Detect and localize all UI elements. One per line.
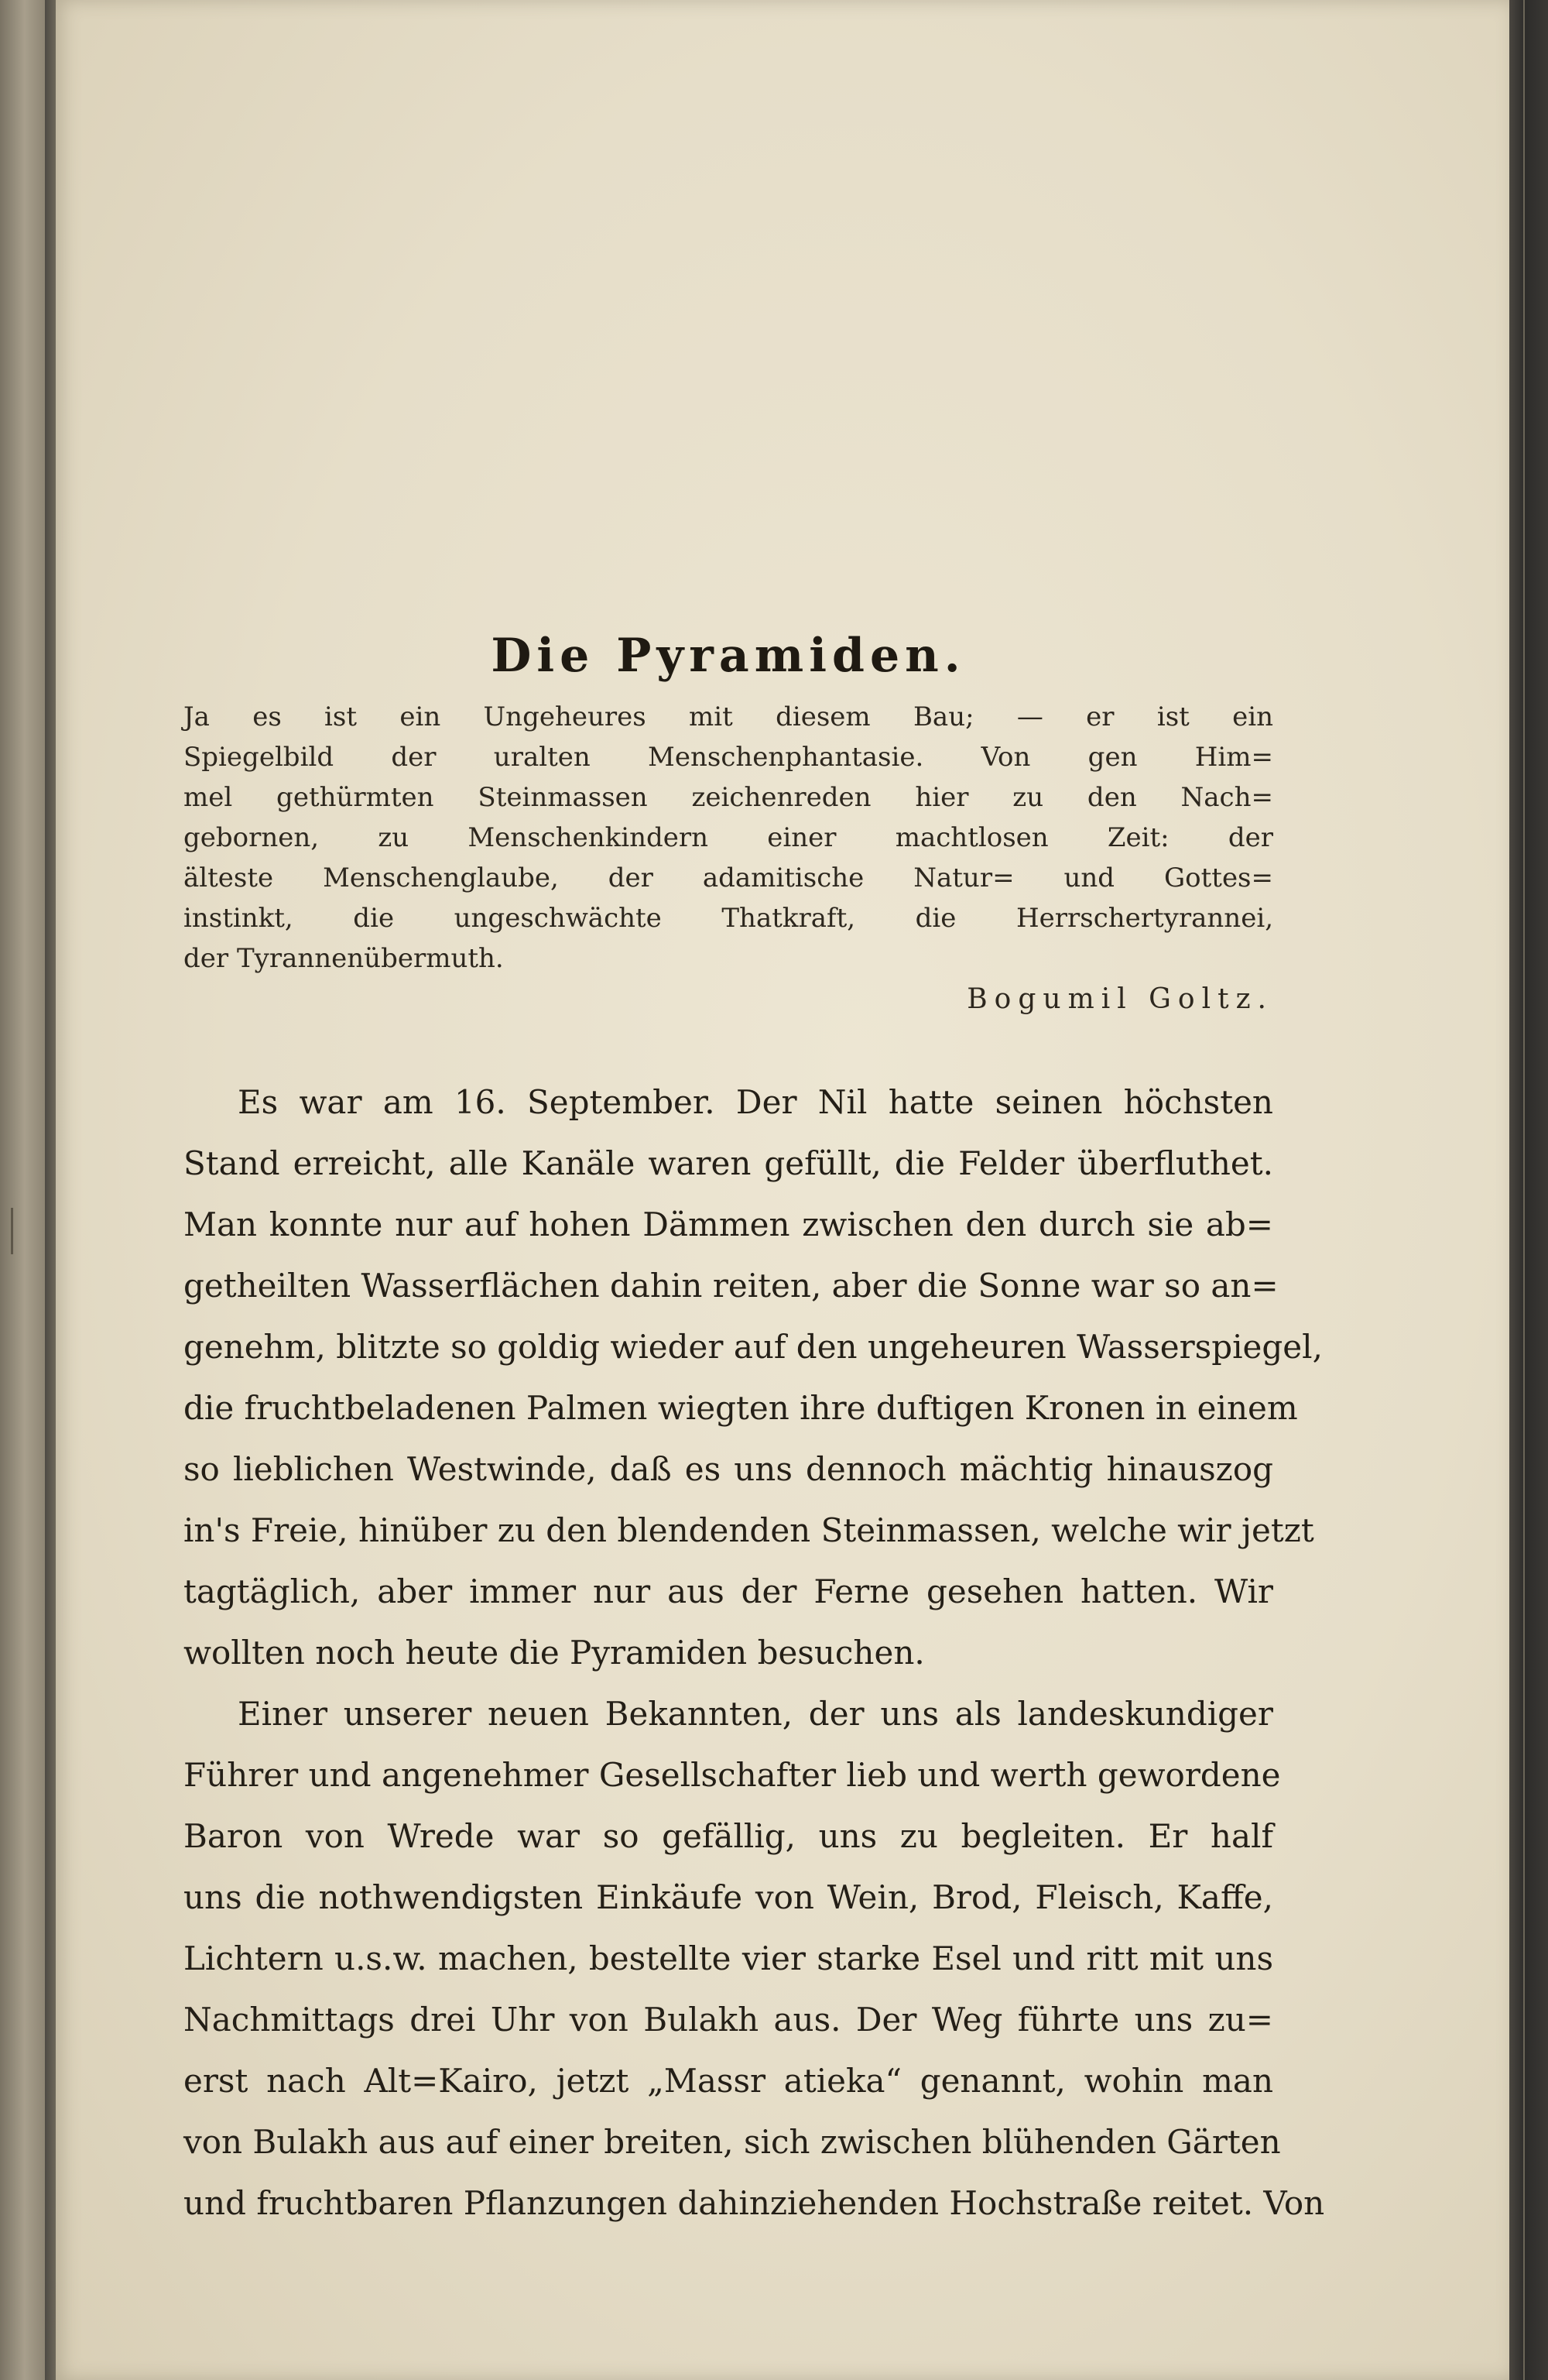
body-line: Baron von Wrede war so gefällig, uns zu begleiten. Er half — [183, 1817, 1273, 1855]
body-text — [183, 1072, 1325, 2234]
body-line: die fruchtbeladenen Palmen wiegten ihre duftigen Kronen in einem — [183, 1389, 1298, 1427]
motto-line: Spiegelbild der uralten Menschenphantasie. Von gen Him= — [183, 742, 1273, 773]
motto-author: Bogumil Goltz. — [967, 983, 1273, 1015]
left-page-edge — [0, 0, 45, 2380]
book-gutter — [45, 0, 56, 2380]
book-cover-edge — [1509, 0, 1548, 2380]
body-line: uns die nothwendigsten Einkäufe von Wein, Brod, Fleisch, Kaffe, — [183, 1878, 1273, 1916]
body-line: getheilten Wasserflächen dahin reiten, aber die Sonne war so an= — [183, 1267, 1279, 1305]
motto-line: älteste Menschenglaube, der adamitische Natur= und Gottes= — [183, 862, 1273, 893]
motto-block — [183, 697, 1273, 979]
motto-line: instinkt, die ungeschwächte Thatkraft, die Herrschertyrannei, — [183, 903, 1273, 934]
chapter-title: Die Pyramiden. — [491, 629, 966, 683]
body-line: wollten noch heute die Pyramiden besuchen. — [183, 1634, 925, 1672]
body-line: von Bulakh aus auf einer breiten, sich zwischen blühenden Gärten — [183, 2123, 1281, 2161]
motto-line: mel gethürmten Steinmassen zeichenreden hier zu den Nach= — [183, 782, 1273, 813]
body-line: so lieblichen Westwinde, daß es uns dennoch mächtig hinauszog — [183, 1450, 1273, 1488]
body-line: Stand erreicht, alle Kanäle waren gefüllt, die Felder überfluthet. — [183, 1144, 1273, 1182]
body-line: genehm, blitzte so goldig wieder auf den ungeheuren Wasserspiegel, — [183, 1328, 1323, 1366]
body-line: erst nach Alt=Kairo, jetzt „Massr atieka“ genannt, wohin man — [183, 2062, 1273, 2100]
left-page-mark — [11, 1208, 13, 1254]
body-line: Man konnte nur auf hohen Dämmen zwischen den durch sie ab= — [183, 1205, 1273, 1243]
body-line: Lichtern u.s.w. machen, bestellte vier starke Esel und ritt mit uns — [183, 1939, 1273, 1977]
body-line: Einer unserer neuen Bekannten, der uns als landeskundiger — [238, 1695, 1273, 1733]
body-line: Es war am 16. September. Der Nil hatte seinen höchsten — [238, 1083, 1273, 1121]
body-line: Nachmittags drei Uhr von Bulakh aus. Der Weg führte uns zu= — [183, 2001, 1273, 2039]
motto-line: Ja es ist ein Ungeheures mit diesem Bau; — er ist ein — [183, 701, 1273, 732]
body-line: Führer und angenehmer Gesellschafter lieb und werth gewordene — [183, 1756, 1281, 1794]
motto-line: der Tyrannenübermuth. — [183, 943, 504, 974]
body-line: tagtäglich, aber immer nur aus der Ferne gesehen hatten. Wir — [183, 1572, 1273, 1610]
body-line: in's Freie, hinüber zu den blendenden Steinmassen, welche wir jetzt — [183, 1511, 1314, 1549]
motto-line: gebornen, zu Menschenkindern einer machtlosen Zeit: der — [183, 822, 1273, 853]
body-line: und fruchtbaren Pflanzungen dahinziehenden Hochstraße reitet. Von — [183, 2184, 1325, 2222]
